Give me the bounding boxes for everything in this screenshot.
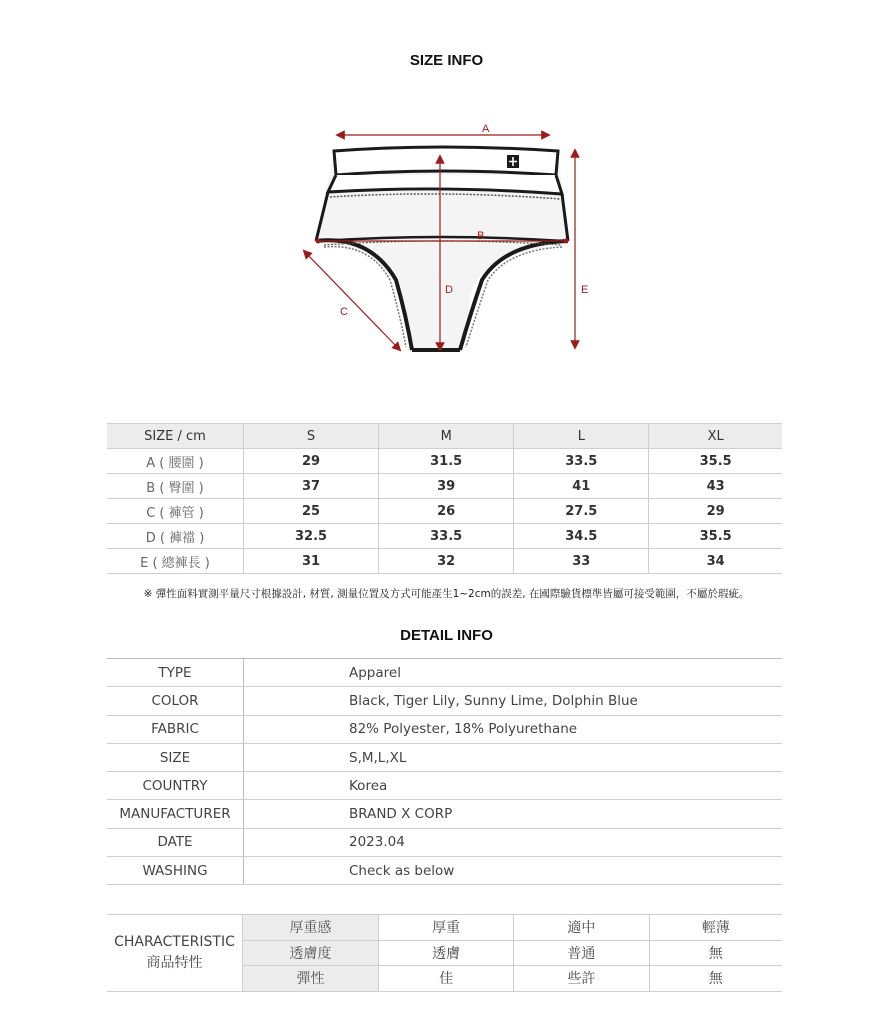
characteristic-heading-zh: 商品特性 xyxy=(146,954,203,971)
row-label: A ( 腰圍 ) xyxy=(107,449,244,474)
detail-row-date xyxy=(107,828,782,856)
table-row xyxy=(107,474,782,499)
char-metric: 彈性 xyxy=(243,966,379,992)
row-label: C ( 褲管 ) xyxy=(107,499,244,524)
char-option: 適中 xyxy=(514,915,649,941)
label-e: E xyxy=(581,284,589,296)
char-option: 輕薄 xyxy=(649,915,782,941)
detail-value: 82% Polyester, 18% Polyurethane xyxy=(244,715,783,743)
cell: 43 xyxy=(649,474,782,499)
cell: 33.5 xyxy=(514,449,649,474)
table-row xyxy=(107,499,782,524)
cell: 33 xyxy=(514,549,649,574)
row-label: D ( 褲襠 ) xyxy=(107,524,244,549)
detail-label: SIZE xyxy=(107,743,244,771)
label-d: D xyxy=(445,284,453,296)
detail-row-country xyxy=(107,772,782,800)
table-row xyxy=(107,524,782,549)
char-metric: 透膚度 xyxy=(243,940,379,966)
cell: 35.5 xyxy=(649,449,782,474)
detail-label: DATE xyxy=(107,828,244,856)
row-label: B ( 臀圍 ) xyxy=(107,474,244,499)
header-l: L xyxy=(514,424,649,449)
size-table xyxy=(107,423,782,574)
cell: 33.5 xyxy=(379,524,514,549)
header-size-unit: SIZE / cm xyxy=(107,424,244,449)
detail-row-washing xyxy=(107,857,782,885)
detail-value: Check as below xyxy=(244,857,783,885)
table-row xyxy=(107,449,782,474)
detail-value: BRAND X CORP xyxy=(244,800,783,828)
characteristic-heading-en: CHARACTERISTIC xyxy=(114,933,235,950)
detail-value: S,M,L,XL xyxy=(244,743,783,771)
char-metric: 厚重感 xyxy=(243,915,379,941)
table-row xyxy=(107,549,782,574)
header-m: M xyxy=(379,424,514,449)
detail-label: FABRIC xyxy=(107,715,244,743)
cell: 26 xyxy=(379,499,514,524)
size-table-header xyxy=(107,424,782,449)
characteristic-heading xyxy=(107,915,243,992)
label-a: A xyxy=(482,123,490,135)
cell: 41 xyxy=(514,474,649,499)
cell: 32.5 xyxy=(244,524,379,549)
detail-row-manufacturer xyxy=(107,800,782,828)
characteristic-table xyxy=(107,914,782,992)
char-option: 些許 xyxy=(514,966,649,992)
cell: 34.5 xyxy=(514,524,649,549)
label-b: B xyxy=(477,230,485,242)
label-c: C xyxy=(340,306,348,318)
detail-row-color xyxy=(107,687,782,715)
detail-value: Apparel xyxy=(244,659,783,687)
char-option: 普通 xyxy=(514,940,649,966)
char-option: 無 xyxy=(649,966,782,992)
cell: 39 xyxy=(379,474,514,499)
cell: 31 xyxy=(244,549,379,574)
detail-label: WASHING xyxy=(107,857,244,885)
cell: 29 xyxy=(244,449,379,474)
header-s: S xyxy=(244,424,379,449)
detail-value: Black, Tiger Lily, Sunny Lime, Dolphin Blue xyxy=(244,687,783,715)
cell: 35.5 xyxy=(649,524,782,549)
size-info-title: SIZE INFO xyxy=(409,52,484,69)
cell: 32 xyxy=(379,549,514,574)
detail-label: MANUFACTURER xyxy=(107,800,244,828)
cell: 31.5 xyxy=(379,449,514,474)
detail-row-fabric xyxy=(107,715,782,743)
detail-label: COLOR xyxy=(107,687,244,715)
cell: 37 xyxy=(244,474,379,499)
header-xl: XL xyxy=(649,424,782,449)
detail-label: COUNTRY xyxy=(107,772,244,800)
cell: 29 xyxy=(649,499,782,524)
cell: 27.5 xyxy=(514,499,649,524)
char-option: 無 xyxy=(649,940,782,966)
cell: 34 xyxy=(649,549,782,574)
char-option: 透膚 xyxy=(379,940,514,966)
detail-label: TYPE xyxy=(107,659,244,687)
char-option: 佳 xyxy=(379,966,514,992)
size-diagram xyxy=(300,115,600,360)
char-option: 厚重 xyxy=(379,915,514,941)
detail-row-size xyxy=(107,743,782,771)
detail-value: Korea xyxy=(244,772,783,800)
size-note: ※ 彈性面料實測平量尺寸根據設計, 材質, 測量位置及方式可能產生1~2cm的誤差, 在國際驗貨標準皆屬可接受範圍，不屬於瑕疵。 xyxy=(143,588,750,600)
detail-value: 2023.04 xyxy=(244,828,783,856)
detail-info-title: DETAIL INFO xyxy=(400,627,493,644)
char-row-thickness xyxy=(107,915,782,941)
detail-table xyxy=(107,658,782,885)
detail-row-type xyxy=(107,659,782,687)
cell: 25 xyxy=(244,499,379,524)
row-label: E ( 總褲長 ) xyxy=(107,549,244,574)
